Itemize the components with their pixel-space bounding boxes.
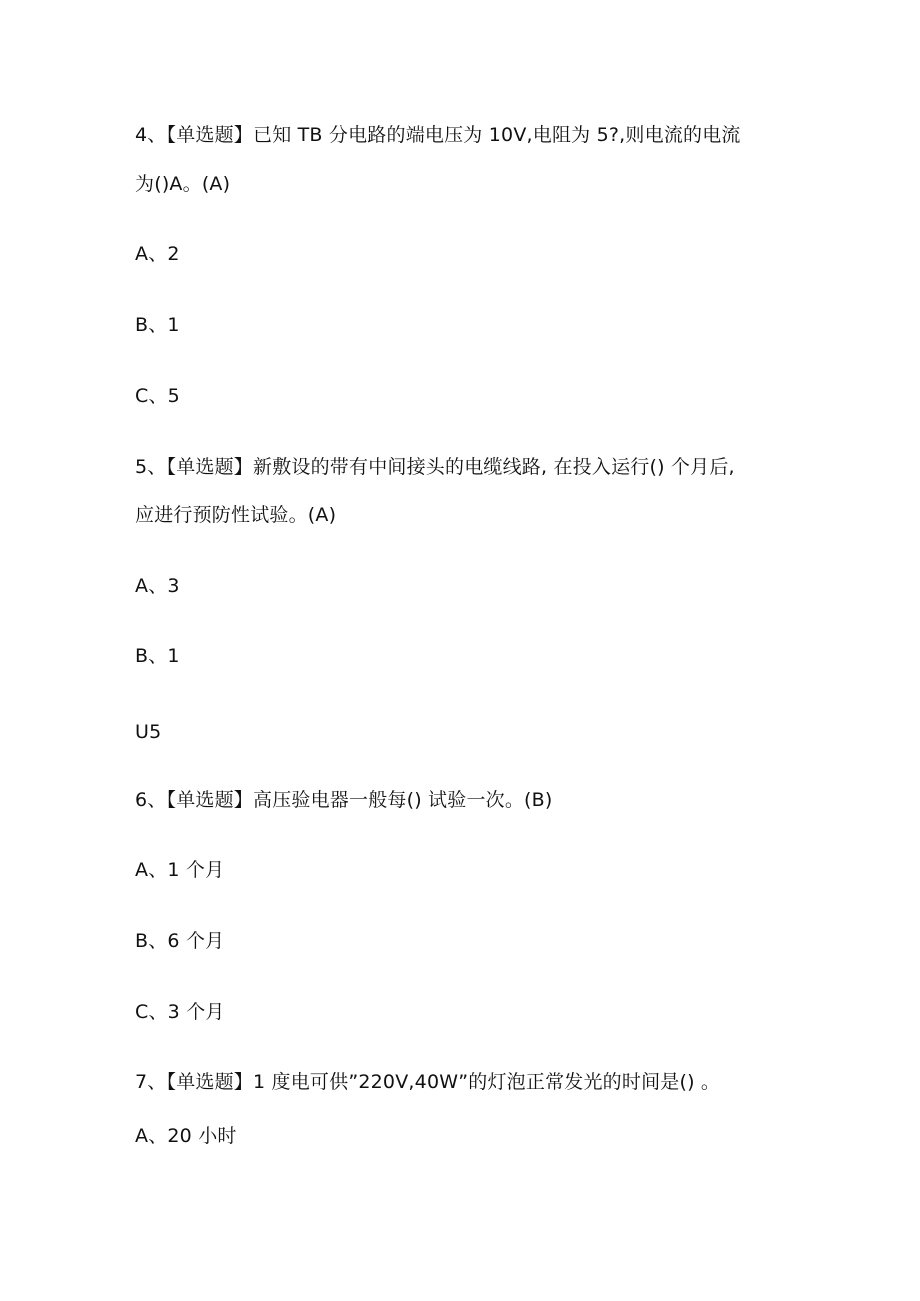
question-4-option-c: C、5: [135, 385, 180, 407]
question-6-option-b: B、6 个月: [135, 930, 225, 952]
question-6-option-c: C、3 个月: [135, 1001, 225, 1023]
question-7-stem: 7、【单选题】1 度电可供”220V,40W”的灯泡正常发光的时间是() 。: [135, 1071, 721, 1093]
question-5-stem-line-1: 5、【单选题】新敷设的带有中间接头的电缆线路, 在投入运行() 个月后,: [135, 456, 735, 478]
question-5-option-c: U5: [135, 721, 162, 743]
question-4-stem-line-1: 4、【单选题】已知 TB 分电路的端电压为 10V,电阻为 5?,则电流的电流: [135, 124, 741, 146]
question-6-stem: 6、【单选题】高压验电器一般每() 试验一次。(B): [135, 789, 553, 811]
question-5-option-b: B、1: [135, 645, 180, 667]
question-6-option-a: A、1 个月: [135, 859, 225, 881]
question-4-stem-line-2: 为()A。(A): [135, 173, 231, 195]
question-5-option-a: A、3: [135, 575, 180, 597]
question-7-option-a: A、20 小时: [135, 1125, 237, 1147]
question-5-stem-line-2: 应进行预防性试验。(A): [135, 504, 337, 526]
question-4-option-b: B、1: [135, 314, 180, 336]
question-4-option-a: A、2: [135, 243, 180, 265]
